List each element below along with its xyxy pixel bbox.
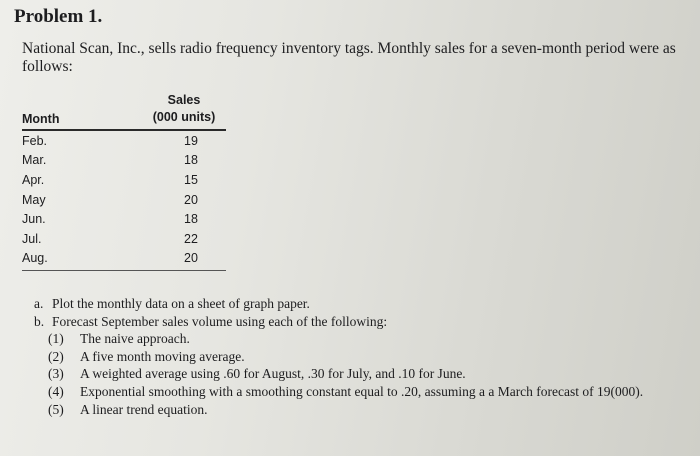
problem-heading: Problem 1. [14,6,103,27]
sales-cell: 18 [184,153,198,168]
table-bottom-rule [22,270,226,271]
task-a-label: a. [34,296,44,311]
table-row [22,209,226,229]
table-header [22,92,226,126]
month-cell: Aug. [22,251,48,266]
task-b-label: b. [34,313,45,329]
sales-table [22,92,226,271]
task-b [34,313,674,331]
forecast-methods-list [48,330,674,418]
sales-cell: 20 [184,251,198,266]
list-item [48,330,674,348]
month-cell: Jun. [22,212,46,227]
month-column-header: Month [22,112,60,126]
list-item [48,383,674,401]
list-item-number: (1) [48,331,64,347]
sales-cell: 15 [184,172,198,187]
table-row [22,229,226,249]
sales-cell: 22 [184,231,198,246]
list-item-number: (3) [48,366,64,382]
month-cell: Jul. [22,231,42,246]
sales-header-line1: Sales [167,93,201,107]
sales-cell: 19 [184,133,198,148]
list-item [48,365,674,383]
list-item-text: Exponential smoothing with a smoothing constant equal to .20, assuming a a March forecast of 19(000). [80,383,644,399]
task-a-text: Plot the monthly data on a sheet of graph paper. [52,296,310,311]
list-item-text: The naive approach. [80,331,190,347]
table-row [22,170,226,190]
list-item [48,401,674,419]
table-row [22,249,226,269]
sales-cell: 20 [184,192,198,207]
month-cell: Mar. [22,153,47,168]
task-b-text: Forecast September sales volume using each of the following: [52,313,388,329]
month-cell: May [22,192,46,207]
list-item-number: (2) [48,348,64,364]
list-item-text: A five month moving average. [80,348,245,364]
list-item-number: (4) [48,383,64,399]
problem-intro: National Scan, Inc., sells radio frequency inventory tags. Monthly sales for a seven-month period were as follows: [22,40,676,75]
table-row [22,131,226,151]
sales-column-header [142,92,226,126]
list-item [48,348,674,366]
sales-header-line2: (000 units) [152,110,216,124]
task-a [34,295,674,313]
month-cell: Feb. [22,133,48,148]
sales-cell: 18 [184,212,198,227]
list-item-text: A linear trend equation. [80,401,208,417]
table-row [22,151,226,171]
task-list [34,295,674,418]
table-row [22,190,226,210]
list-item-number: (5) [48,401,64,417]
month-cell: Apr. [22,172,45,187]
table-body [22,131,226,268]
list-item-text: A weighted average using .60 for August, .30 for July, and .10 for June. [80,366,466,382]
